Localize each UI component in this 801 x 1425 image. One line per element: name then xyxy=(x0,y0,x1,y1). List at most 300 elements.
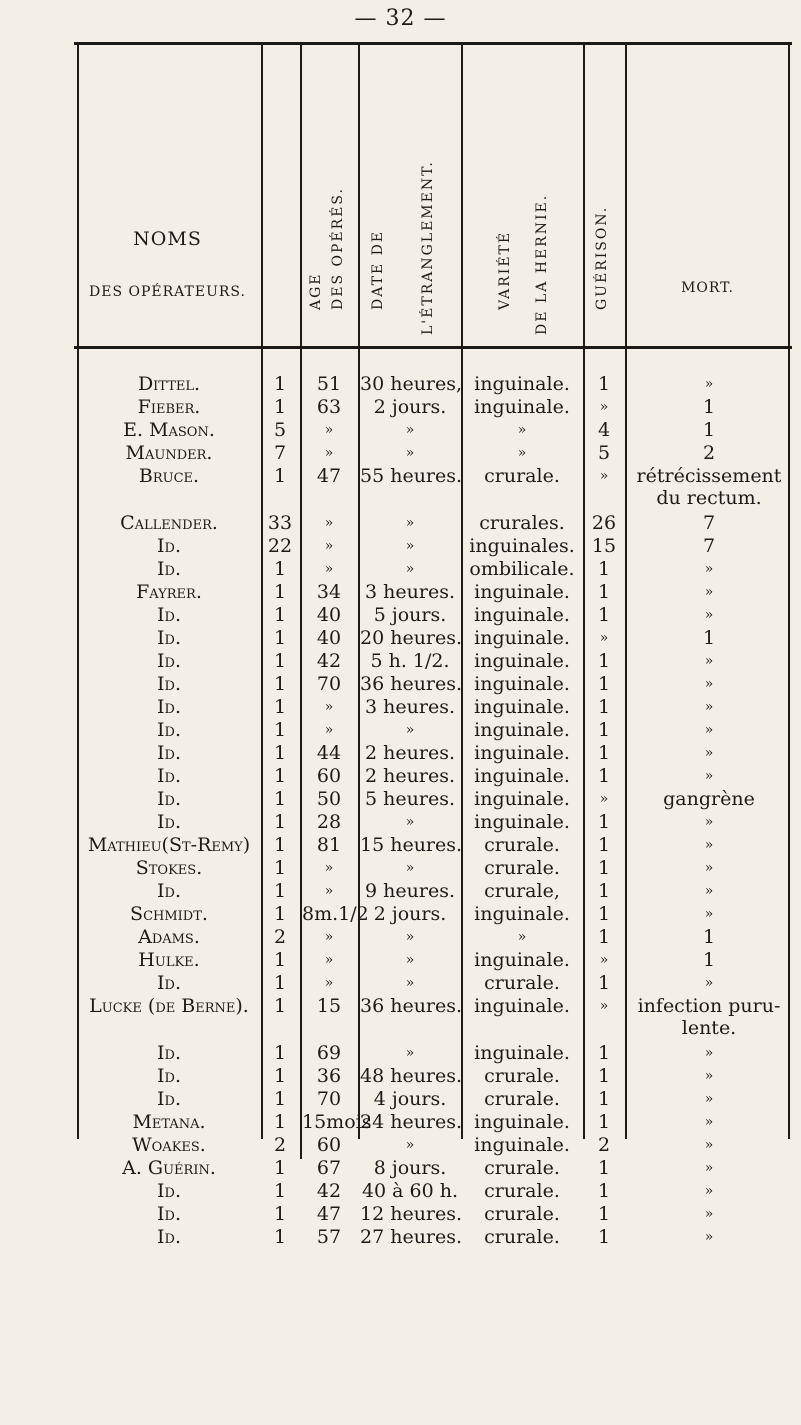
case-count: 2 xyxy=(273,1134,287,1156)
recovery-count: 1 xyxy=(597,1111,611,1133)
operator-name: Id. xyxy=(157,811,181,833)
table-row xyxy=(0,995,801,1039)
death-note-continued: du rectum. xyxy=(656,487,762,509)
table-row xyxy=(0,926,801,948)
case-count: 1 xyxy=(273,995,287,1017)
case-count: 1 xyxy=(273,558,287,580)
recovery-count: 1 xyxy=(597,719,611,741)
case-count: 1 xyxy=(273,673,287,695)
hernia-variety: inguinale. xyxy=(474,949,570,971)
death-count: gangrène xyxy=(663,788,755,810)
recovery-count: 1 xyxy=(597,558,611,580)
patient-age: » xyxy=(324,952,334,968)
death-count: » xyxy=(704,975,714,991)
death-count: » xyxy=(704,1045,714,1061)
death-count: 7 xyxy=(702,535,716,557)
table-row xyxy=(0,1203,801,1225)
table-row xyxy=(0,880,801,902)
recovery-count: » xyxy=(599,791,609,807)
strangulation-duration: 2 jours. xyxy=(373,396,447,418)
table-row xyxy=(0,1111,801,1133)
death-count: » xyxy=(704,722,714,738)
operator-name: Id. xyxy=(157,1180,181,1202)
strangulation-duration: 8 jours. xyxy=(373,1157,447,1179)
table-row xyxy=(0,742,801,764)
hernia-variety: inguinale. xyxy=(474,742,570,764)
hernia-variety: crurale. xyxy=(484,1203,560,1225)
recovery-count: 1 xyxy=(597,1065,611,1087)
hernia-variety: crurale, xyxy=(484,880,560,902)
patient-age: 60 xyxy=(316,1134,342,1156)
header-age: AGE xyxy=(308,272,324,310)
strangulation-duration: » xyxy=(405,1045,415,1061)
recovery-count: 1 xyxy=(597,1180,611,1202)
patient-age: 42 xyxy=(316,1180,342,1202)
header-guerison: GUÉRISON. xyxy=(594,205,610,310)
patient-age: 63 xyxy=(316,396,342,418)
hernia-variety: inguinale. xyxy=(474,811,570,833)
death-count: » xyxy=(704,676,714,692)
hernia-variety: inguinales. xyxy=(469,535,575,557)
operator-name: Id. xyxy=(157,880,181,902)
table-row xyxy=(0,419,801,441)
hernia-variety: crurale. xyxy=(484,857,560,879)
hernia-variety: crurale. xyxy=(484,1088,560,1110)
recovery-count: 1 xyxy=(597,903,611,925)
operator-name: Lucke (de Berne). xyxy=(89,995,249,1017)
strangulation-duration: 4 jours. xyxy=(373,1088,447,1110)
operator-name: A. Guérin. xyxy=(122,1157,216,1179)
operator-name: Id. xyxy=(157,1203,181,1225)
patient-age: 42 xyxy=(316,650,342,672)
recovery-count: 1 xyxy=(597,811,611,833)
strangulation-duration: » xyxy=(405,814,415,830)
case-count: 1 xyxy=(273,465,287,487)
top-rule xyxy=(74,42,792,45)
table-row xyxy=(0,465,801,509)
header-date: DATE DE xyxy=(370,229,386,310)
patient-age: » xyxy=(324,722,334,738)
strangulation-duration: 12 heures. xyxy=(360,1203,463,1225)
patient-age: » xyxy=(324,561,334,577)
strangulation-duration: 5 h. 1/2. xyxy=(370,650,450,672)
operator-name: Fayrer. xyxy=(136,581,202,603)
death-count: » xyxy=(704,584,714,600)
hernia-variety: inguinale. xyxy=(474,1111,570,1133)
hernia-variety: crurales. xyxy=(479,512,565,534)
strangulation-duration: » xyxy=(405,722,415,738)
recovery-count: 1 xyxy=(597,673,611,695)
patient-age: » xyxy=(324,445,334,461)
patient-age: 28 xyxy=(316,811,342,833)
case-count: 1 xyxy=(273,1042,287,1064)
strangulation-duration: » xyxy=(405,929,415,945)
patient-age: » xyxy=(324,699,334,715)
patient-age: 40 xyxy=(316,604,342,626)
death-count: 1 xyxy=(702,926,716,948)
strangulation-duration: 2 heures. xyxy=(365,742,455,764)
strangulation-duration: » xyxy=(405,1137,415,1153)
operator-name: Id. xyxy=(157,627,181,649)
death-count: » xyxy=(704,814,714,830)
patient-age: 57 xyxy=(316,1226,342,1248)
table-row xyxy=(0,396,801,418)
strangulation-duration: » xyxy=(405,561,415,577)
table-row xyxy=(0,650,801,672)
patient-age: » xyxy=(324,883,334,899)
strangulation-duration: 24 heures. xyxy=(360,1111,463,1133)
table-row xyxy=(0,627,801,649)
operator-name: Id. xyxy=(157,604,181,626)
case-count: 1 xyxy=(273,1226,287,1248)
recovery-count: 1 xyxy=(597,650,611,672)
recovery-count: 1 xyxy=(597,857,611,879)
recovery-count: 1 xyxy=(597,581,611,603)
hernia-variety: inguinale. xyxy=(474,581,570,603)
hernia-variety: inguinale. xyxy=(474,765,570,787)
header-variete-sub: DE LA HERNIE. xyxy=(534,193,550,335)
table-row xyxy=(0,811,801,833)
case-count: 1 xyxy=(273,788,287,810)
strangulation-duration: 9 heures. xyxy=(365,880,455,902)
table-row xyxy=(0,719,801,741)
table-row xyxy=(0,1088,801,1110)
recovery-count: 1 xyxy=(597,1226,611,1248)
patient-age: » xyxy=(324,422,334,438)
recovery-count: 1 xyxy=(597,765,611,787)
recovery-count: 1 xyxy=(597,834,611,856)
page-number: — 32 — xyxy=(354,6,447,31)
strangulation-duration: 5 heures. xyxy=(365,788,455,810)
patient-age: 67 xyxy=(316,1157,342,1179)
operator-name: Id. xyxy=(157,535,181,557)
death-count: 1 xyxy=(702,627,716,649)
table-row xyxy=(0,604,801,626)
patient-age: » xyxy=(324,515,334,531)
case-count: 1 xyxy=(273,880,287,902)
patient-age: 69 xyxy=(316,1042,342,1064)
death-count: » xyxy=(704,1137,714,1153)
hernia-variety: inguinale. xyxy=(474,373,570,395)
hernia-variety: inguinale. xyxy=(474,396,570,418)
recovery-count: » xyxy=(599,630,609,646)
case-count: 33 xyxy=(267,512,293,534)
header-date-sub: L'ÉTRANGLEMENT. xyxy=(420,160,436,335)
patient-age: 34 xyxy=(316,581,342,603)
strangulation-duration: 3 heures. xyxy=(365,581,455,603)
strangulation-duration: » xyxy=(405,952,415,968)
hernia-variety: » xyxy=(517,929,527,945)
death-count: 1 xyxy=(702,949,716,971)
hernia-variety: inguinale. xyxy=(474,650,570,672)
operator-name: Schmidt. xyxy=(130,903,208,925)
operator-name: Hulke. xyxy=(138,949,200,971)
header-mort: MORT. xyxy=(681,280,734,296)
operator-name: Id. xyxy=(157,972,181,994)
operator-name: Id. xyxy=(157,1088,181,1110)
operator-name: Maunder. xyxy=(125,442,213,464)
recovery-count: 26 xyxy=(591,512,617,534)
death-count: rétrécissement xyxy=(636,465,782,487)
patient-age: 40 xyxy=(316,627,342,649)
operator-name: Callender. xyxy=(120,512,218,534)
table-row xyxy=(0,581,801,603)
operator-name: Id. xyxy=(157,1226,181,1248)
table-row xyxy=(0,673,801,695)
hernia-variety: crurale. xyxy=(484,1180,560,1202)
death-count: » xyxy=(704,883,714,899)
recovery-count: 4 xyxy=(597,419,611,441)
patient-age: 70 xyxy=(316,673,342,695)
table-row xyxy=(0,558,801,580)
case-count: 1 xyxy=(273,396,287,418)
operator-name: Id. xyxy=(157,719,181,741)
case-count: 1 xyxy=(273,903,287,925)
recovery-count: » xyxy=(599,998,609,1014)
recovery-count: 5 xyxy=(597,442,611,464)
case-count: 1 xyxy=(273,1203,287,1225)
strangulation-duration: 55 heures. xyxy=(360,465,463,487)
death-count: » xyxy=(704,745,714,761)
patient-age: 50 xyxy=(316,788,342,810)
hernia-variety: crurale. xyxy=(484,465,560,487)
strangulation-duration: 48 heures. xyxy=(360,1065,463,1087)
operator-name: Adams. xyxy=(138,926,200,948)
header-rule xyxy=(74,346,792,349)
death-count: 7 xyxy=(702,512,716,534)
case-count: 1 xyxy=(273,1111,287,1133)
patient-age: 15mois xyxy=(302,1111,372,1133)
recovery-count: 1 xyxy=(597,373,611,395)
hernia-variety: inguinale. xyxy=(474,903,570,925)
strangulation-duration: » xyxy=(405,422,415,438)
operator-name: Stokes. xyxy=(135,857,203,879)
patient-age: » xyxy=(324,538,334,554)
operator-name: Fieber. xyxy=(137,396,201,418)
strangulation-duration: » xyxy=(405,860,415,876)
header-noms-sub: DES OPÉRATEURS. xyxy=(89,284,246,300)
strangulation-duration: 40 à 60 h. xyxy=(361,1180,459,1202)
table-row xyxy=(0,949,801,971)
hernia-variety: inguinale. xyxy=(474,604,570,626)
table-row xyxy=(0,442,801,464)
strangulation-duration: 36 heures. xyxy=(360,673,463,695)
strangulation-duration: 2 jours. xyxy=(373,903,447,925)
table-row xyxy=(0,1065,801,1087)
recovery-count: 1 xyxy=(597,696,611,718)
operator-name: Bruce. xyxy=(138,465,200,487)
death-count: » xyxy=(704,860,714,876)
case-count: 1 xyxy=(273,1065,287,1087)
recovery-count: 2 xyxy=(597,1134,611,1156)
operator-name: E. Mason. xyxy=(123,419,215,441)
strangulation-duration: » xyxy=(405,445,415,461)
patient-age: » xyxy=(324,860,334,876)
death-count: 1 xyxy=(702,396,716,418)
hernia-variety: inguinale. xyxy=(474,1134,570,1156)
hernia-variety: crurale. xyxy=(484,1065,560,1087)
hernia-variety: crurale. xyxy=(484,1157,560,1179)
death-count: » xyxy=(704,906,714,922)
hernia-variety: » xyxy=(517,422,527,438)
operator-name: Id. xyxy=(157,673,181,695)
hernia-variety: inguinale. xyxy=(474,673,570,695)
death-count: » xyxy=(704,1068,714,1084)
case-count: 1 xyxy=(273,1180,287,1202)
strangulation-duration: » xyxy=(405,975,415,991)
operator-name: Id. xyxy=(157,696,181,718)
case-count: 1 xyxy=(273,627,287,649)
operator-name: Id. xyxy=(157,765,181,787)
operator-name: Id. xyxy=(157,1065,181,1087)
table-row xyxy=(0,788,801,810)
patient-age: 70 xyxy=(316,1088,342,1110)
operator-name: Id. xyxy=(157,1042,181,1064)
hernia-variety: inguinale. xyxy=(474,995,570,1017)
case-count: 5 xyxy=(273,419,287,441)
patient-age: » xyxy=(324,929,334,945)
patient-age: 44 xyxy=(316,742,342,764)
recovery-count: 1 xyxy=(597,1203,611,1225)
hernia-variety: » xyxy=(517,445,527,461)
patient-age: 47 xyxy=(316,465,342,487)
hernia-variety: inguinale. xyxy=(474,719,570,741)
patient-age: 81 xyxy=(316,834,342,856)
recovery-count: 1 xyxy=(597,880,611,902)
hernia-variety: ombilicale. xyxy=(469,558,575,580)
strangulation-duration: 2 heures. xyxy=(365,765,455,787)
patient-age: 15 xyxy=(316,995,342,1017)
case-count: 1 xyxy=(273,972,287,994)
death-count: » xyxy=(704,1160,714,1176)
patient-age: 36 xyxy=(316,1065,342,1087)
case-count: 7 xyxy=(273,442,287,464)
patient-age: 60 xyxy=(316,765,342,787)
operator-name: Id. xyxy=(157,650,181,672)
death-count: » xyxy=(704,561,714,577)
table-row xyxy=(0,765,801,787)
death-count: 2 xyxy=(702,442,716,464)
death-count: » xyxy=(704,1114,714,1130)
table-row xyxy=(0,1180,801,1202)
case-count: 1 xyxy=(273,765,287,787)
strangulation-duration: 27 heures. xyxy=(360,1226,463,1248)
case-count: 1 xyxy=(273,650,287,672)
table-row xyxy=(0,834,801,856)
case-count: 1 xyxy=(273,581,287,603)
death-count: » xyxy=(704,653,714,669)
strangulation-duration: 36 heures. xyxy=(360,995,463,1017)
strangulation-duration: 30 heures, xyxy=(360,373,463,395)
case-count: 1 xyxy=(273,696,287,718)
case-count: 1 xyxy=(273,604,287,626)
recovery-count: 1 xyxy=(597,1088,611,1110)
operator-name: Id. xyxy=(157,558,181,580)
hernia-variety: crurale. xyxy=(484,972,560,994)
recovery-count: 15 xyxy=(591,535,617,557)
recovery-count: » xyxy=(599,952,609,968)
death-count: infection puru- xyxy=(637,995,781,1017)
table-row xyxy=(0,1134,801,1156)
strangulation-duration: 3 heures. xyxy=(365,696,455,718)
recovery-count: 1 xyxy=(597,604,611,626)
death-count: » xyxy=(704,607,714,623)
case-count: 1 xyxy=(273,1157,287,1179)
death-note-continued: lente. xyxy=(681,1017,737,1039)
death-count: » xyxy=(704,768,714,784)
hernia-variety: inguinale. xyxy=(474,696,570,718)
operator-name: Metana. xyxy=(132,1111,206,1133)
recovery-count: 1 xyxy=(597,742,611,764)
case-count: 1 xyxy=(273,719,287,741)
case-count: 1 xyxy=(273,949,287,971)
patient-age: 8m.1/2 xyxy=(302,903,369,925)
header-age-sub: DES OPÉRÉS. xyxy=(330,187,346,310)
recovery-count: 1 xyxy=(597,972,611,994)
case-count: 1 xyxy=(273,742,287,764)
recovery-count: » xyxy=(599,468,609,484)
patient-age: » xyxy=(324,975,334,991)
table-row xyxy=(0,535,801,557)
case-count: 1 xyxy=(273,1088,287,1110)
recovery-count: 1 xyxy=(597,926,611,948)
death-count: » xyxy=(704,1091,714,1107)
header-noms: NOMS xyxy=(133,228,202,250)
operator-name: Dittel. xyxy=(137,373,201,395)
strangulation-duration: 5 jours. xyxy=(373,604,447,626)
table-row xyxy=(0,1226,801,1248)
strangulation-duration: 15 heures. xyxy=(360,834,463,856)
recovery-count: 1 xyxy=(597,1042,611,1064)
case-count: 22 xyxy=(267,535,293,557)
case-count: 1 xyxy=(273,373,287,395)
case-count: 1 xyxy=(273,857,287,879)
table-row xyxy=(0,373,801,395)
table-row xyxy=(0,512,801,534)
operator-name: Id. xyxy=(157,788,181,810)
death-count: » xyxy=(704,376,714,392)
hernia-variety: crurale. xyxy=(484,1226,560,1248)
table-row xyxy=(0,696,801,718)
strangulation-duration: 20 heures. xyxy=(360,627,463,649)
death-count: » xyxy=(704,837,714,853)
patient-age: 51 xyxy=(316,373,342,395)
operator-name: Mathieu(St-Remy) xyxy=(87,834,251,856)
table-row xyxy=(0,857,801,879)
death-count: » xyxy=(704,699,714,715)
case-count: 1 xyxy=(273,834,287,856)
recovery-count: » xyxy=(599,399,609,415)
patient-age: 47 xyxy=(316,1203,342,1225)
death-count: 1 xyxy=(702,419,716,441)
case-count: 1 xyxy=(273,811,287,833)
table-row xyxy=(0,972,801,994)
header-variete: VARIÉTÉ xyxy=(497,230,513,310)
hernia-variety: inguinale. xyxy=(474,788,570,810)
hernia-variety: crurale. xyxy=(484,834,560,856)
recovery-count: 1 xyxy=(597,1157,611,1179)
death-count: » xyxy=(704,1206,714,1222)
strangulation-duration: » xyxy=(405,538,415,554)
table-row xyxy=(0,1042,801,1064)
operator-name: Id. xyxy=(157,742,181,764)
case-count: 2 xyxy=(273,926,287,948)
hernia-variety: inguinale. xyxy=(474,627,570,649)
death-count: » xyxy=(704,1183,714,1199)
table-row xyxy=(0,903,801,925)
table-row xyxy=(0,1157,801,1179)
hernia-variety: inguinale. xyxy=(474,1042,570,1064)
